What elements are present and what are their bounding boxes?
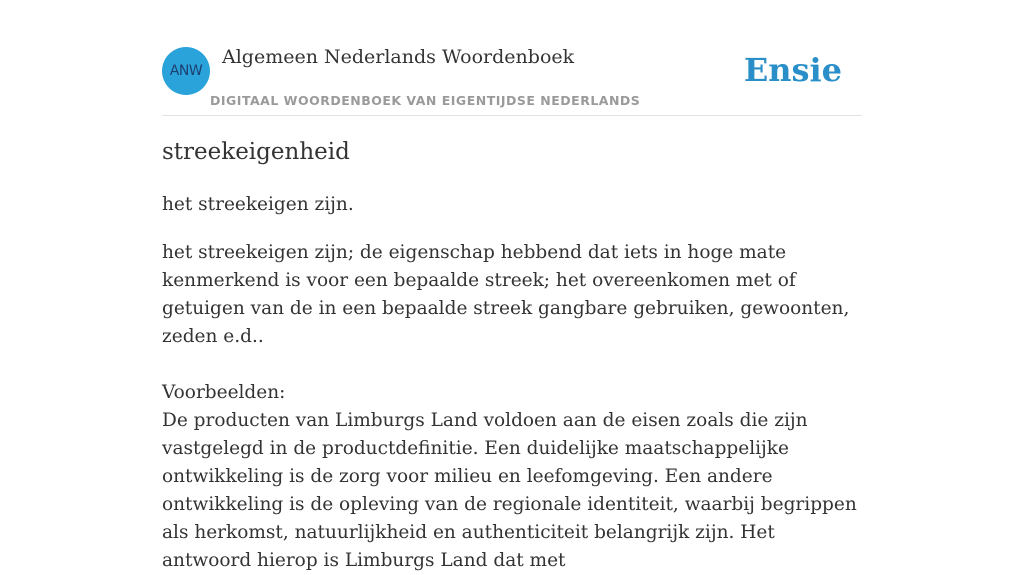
- long-definition: het streekeigen zijn; de eigenschap hebbend dat iets in hoge mate kenmerkend is voor een bepaalde streek; het overeenkomen met of getuigen van de in een bepaalde streek gangbare gebruiken, gewoonten, zeden e.d.. Voorbeelden: De producten van Limburgs Land voldoen aan de eisen zoals die zijn vastgelegd in de productdefinitie. Een duidelijke maatschappelijke ontwikkeling is de zorg voor milieu en leefomgeving. Een andere ontwikkeling is de opleving van de regionale identiteit, waarbij begrippen als herkomst, natuurlijkheid en authenticiteit belangrijk zijn. Het antwoord hierop is Limburgs Land dat met: [162, 242, 857, 571]
- short-definition: het streekeigen zijn.: [162, 194, 354, 215]
- site-header: [162, 0, 862, 116]
- ensie-brand-logo[interactable]: Ensie: [743, 51, 842, 89]
- anw-logo[interactable]: [162, 47, 210, 95]
- anw-logo-text: ANW: [169, 63, 203, 79]
- page-container: [162, 0, 862, 571]
- dictionary-subtitle: DIGITAAL WOORDENBOEK VAN EIGENTIJDSE NEDERLANDS: [210, 93, 641, 108]
- entry-term: streekeigenheid: [162, 139, 350, 165]
- dictionary-title[interactable]: Algemeen Nederlands Woordenboek: [222, 46, 575, 68]
